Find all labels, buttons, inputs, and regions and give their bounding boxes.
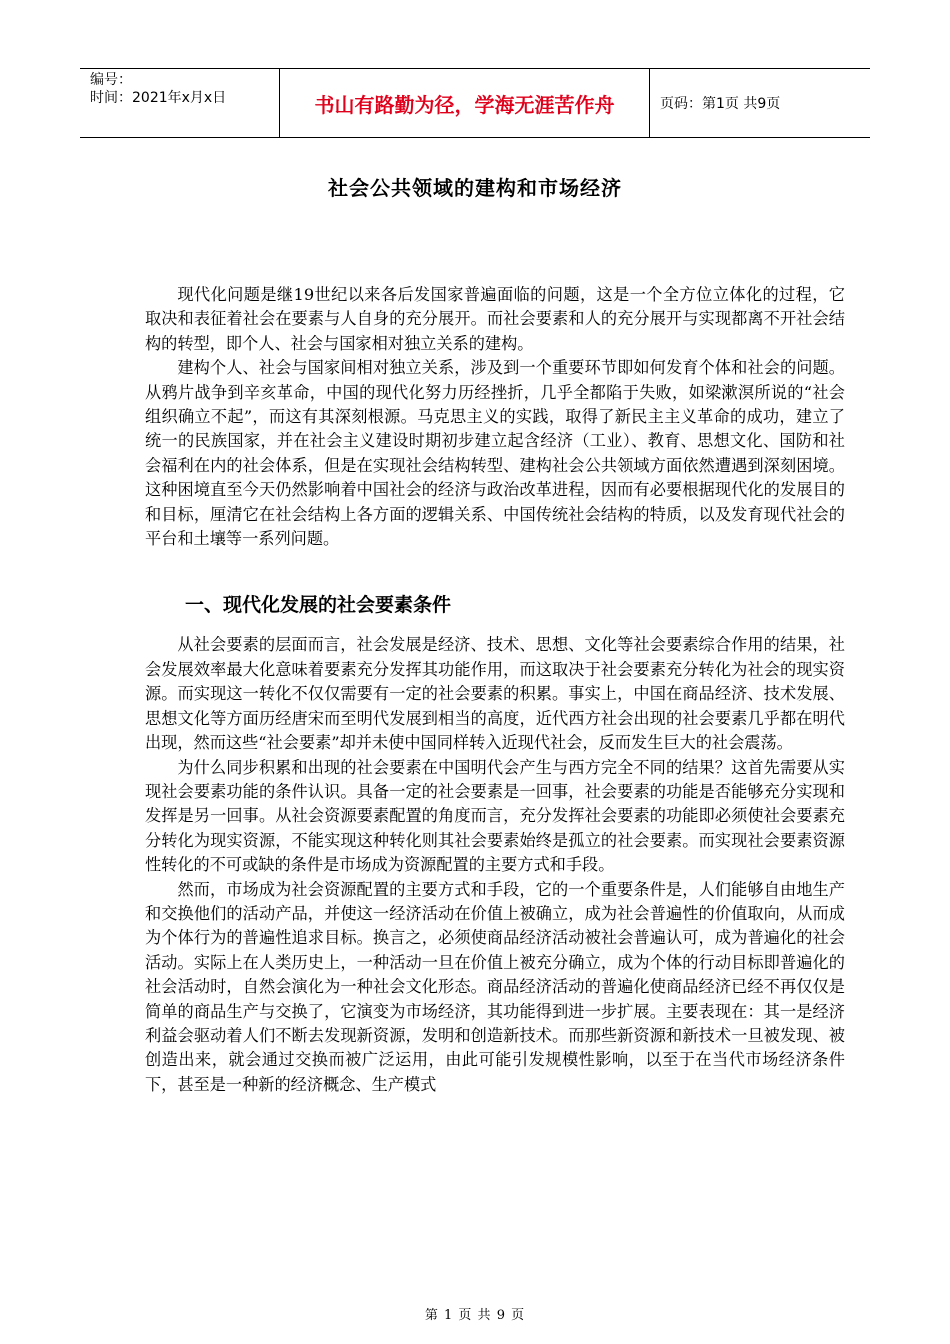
header-page-info: 页码：第1页 共9页 xyxy=(660,96,781,112)
intro-paragraph: 建构个人、社会与国家间相对独立关系，涉及到一个重要环节即如何发育个体和社会的问题。从鸦片战争到辛亥革命，中国的现代化努力历经挫折，几乎全都陷于失败，如梁漱溟所说的“社会组织确立不起”，而这有其深刻根源。马克思主义的实践，取得了新民主主义革命的成功，建立了统一的民族国家，并在社会主义建设时期初步建立起含经济（工业）、教育、思想文化、国防和社会福利在内的社会体系，但是在实现社会结构转型、建构社会公共领域方面依然遭遇到深刻困境。这种困境直至今天仍然影响着中国社会的经济与政治改革进程，因而有必要根据现代化的发展目的和目标，厘清它在社会结构上各方面的逻辑关系、中国传统社会结构的特质，以及发育现代社会的平台和土壤等一系列问题。 xyxy=(145,358,845,549)
number-label: 编号： xyxy=(90,72,132,88)
section-heading: 一、现代化发展的社会要素条件 xyxy=(185,594,452,617)
document-title: 社会公共领域的建构和市场经济 xyxy=(328,176,622,200)
document-header xyxy=(80,68,870,138)
header-meta xyxy=(80,69,280,137)
intro-paragraph: 现代化问题是继19世纪以来各后发国家普遍面临的问题，这是一个全方位立体化的过程，它取决和表征着社会在要素与人自身的充分展开。而社会要素和人的充分展开与实现都离不开社会结构的转型，即个人、社会与国家相对独立关系的建构。 xyxy=(145,285,845,353)
date-label: 时间：2021年x月x日 xyxy=(90,90,227,106)
document-body xyxy=(145,283,845,1097)
section-paragraph: 然而，市场成为社会资源配置的主要方式和手段，它的一个重要条件是，人们能够自由地生产和交换他们的活动产品，并使这一经济活动在价值上被确立，成为社会普遍性的价值取向，从而成为个体行为的普遍性追求目标。换言之，必须使商品经济活动被社会普遍认可，成为普遍化的社会活动。实际上在人类历史上，一种活动一旦在价值上被充分确立，成为个体的行动目标即普遍化的社会活动时，自然会演化为一种社会文化形态。商品经济活动的普遍化使商品经济已经不再仅仅是简单的商品生产与交换了，它演变为市场经济，其功能得到进一步扩展。主要表现在：其一是经济利益会驱动着人们不断去发现新资源，发明和创造新技术。而那些新资源和新技术一旦被发现、被创造出来，就会通过交换而被广泛运用，由此可能引发规模性影响，以至于在当代市场经济条件下，甚至是一种新的经济概念、生产模式 xyxy=(145,879,845,1094)
section-paragraph: 为什么同步积累和出现的社会要素在中国明代会产生与西方完全不同的结果？这首先需要从实现社会要素功能的条件认识。具备一定的社会要素是一回事，社会要素的功能是否能够充分实现和发挥是另一回事。从社会资源要素配置的角度而言，充分发挥社会要素的功能即必须使社会要素充分转化为现实资源，不能实现这种转化则其社会要素始终是孤立的社会要素。而实现社会要素资源性转化的不可或缺的条件是市场成为资源配置的主要方式和手段。 xyxy=(145,757,845,875)
header-motto: 书山有路勤为径，学海无涯苦作舟 xyxy=(280,69,650,137)
section-paragraph: 从社会要素的层面而言，社会发展是经济、技术、思想、文化等社会要素综合作用的结果，社会发展效率最大化意味着要素充分发挥其功能作用，而这取决于社会要素充分转化为社会的现实资源。而实现这一转化不仅仅需要有一定的社会要素的积累。事实上，中国在商品经济、技术发展、思想文化等方面历经唐宋而至明代发展到相当的高度，近代西方社会出现的社会要素几乎都在明代出现，然而这些“社会要素”却并未使中国同样转入近现代社会，反而发生巨大的社会震荡。 xyxy=(145,635,845,753)
page-footer: 第 1 页 共 9 页 xyxy=(424,1308,526,1323)
